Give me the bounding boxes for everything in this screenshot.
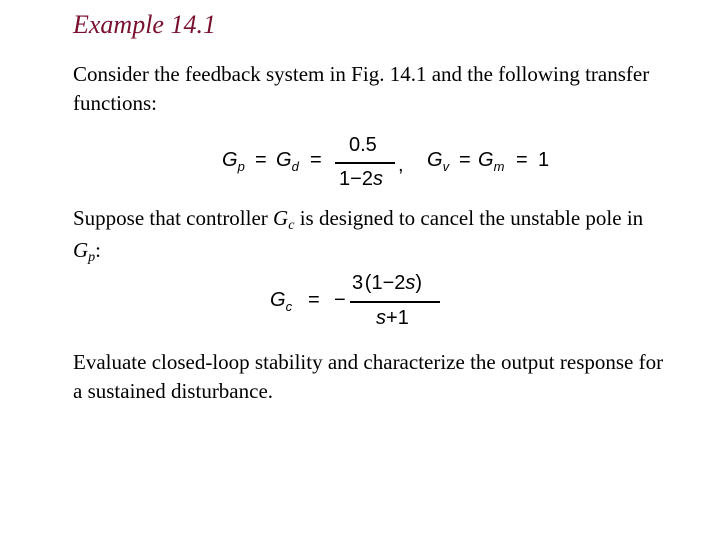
numerator: 3 (1−2s): [352, 272, 423, 294]
equals-sign: =: [516, 149, 528, 171]
gd-symbol: $G_d$: [276, 149, 299, 174]
fraction-bar: [335, 162, 395, 164]
gm-symbol: $G_m$: [478, 149, 505, 174]
equals-sign: =: [308, 289, 320, 311]
transfer-function-equation: [222, 130, 562, 194]
intro-paragraph: Consider the feedback system in Fig. 14.1 and the following transfer functions:: [73, 62, 650, 115]
fraction-bar: [350, 301, 440, 303]
controller-equation: [268, 270, 458, 334]
numerator: 0.5: [349, 134, 377, 156]
gv-symbol: $G_v$: [427, 149, 450, 174]
minus-sign: −: [334, 289, 346, 311]
gp-symbol: $G_p$: [222, 149, 245, 174]
slide-title: Example 14.1: [73, 10, 216, 39]
comma: ,: [398, 154, 404, 176]
denominator: s+1: [376, 307, 409, 329]
controller-paragraph: Suppose that controller Gc is designed to cancel the unstable pole in Gp:: [73, 206, 644, 265]
task-paragraph: Evaluate closed-loop stability and characterize the output response for a sustained disturbance.: [73, 350, 664, 403]
denominator: 1−2s: [339, 168, 383, 190]
equals-sign: =: [310, 149, 322, 171]
gc-symbol: $G_c$: [270, 289, 293, 314]
rhs-value: 1: [538, 149, 550, 171]
equals-sign: =: [255, 149, 267, 171]
equals-sign: =: [459, 149, 471, 171]
